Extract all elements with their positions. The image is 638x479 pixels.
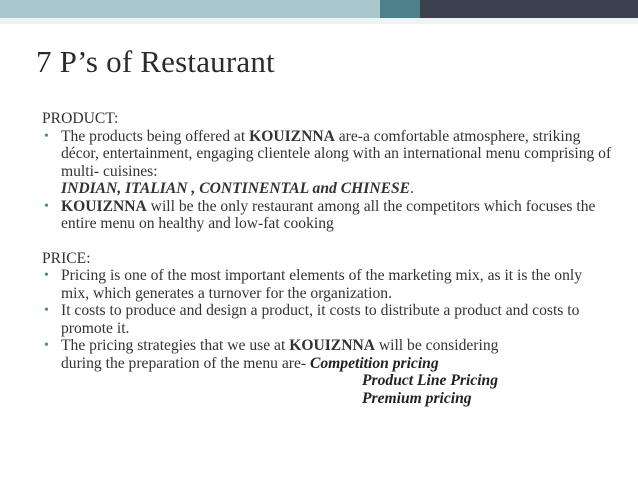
slide-content [42, 110, 612, 407]
brand-name: KOUIZNNA [289, 337, 375, 354]
product-bullet-1-pre: The products being offered at [61, 127, 250, 145]
strategy-product-line-pricing: Product Line Pricing [362, 372, 499, 389]
bullet-dot-icon: • [44, 128, 49, 144]
price-bullet-3-post: will be considering [374, 337, 499, 354]
price-bullet-1 [42, 267, 612, 302]
bullet-dot-icon: • [44, 338, 49, 353]
price-bullet-3-line2: during the preparation of the menu are- [61, 354, 310, 372]
top-bar-teal-segment [380, 0, 420, 18]
price-bullet-3 [42, 337, 612, 372]
price-bullet-3-pre: The pricing strategies that we use at [61, 337, 290, 354]
product-bullet-2-post: will be the only restaurant among all the competitors which focuses the entire menu on healthy and low-fat cooking [61, 197, 596, 232]
price-bullet-2 [42, 302, 612, 337]
top-bar-separator [0, 18, 638, 24]
bullet-dot-icon: • [44, 198, 49, 214]
product-bullet-2 [42, 198, 612, 233]
top-bar-dark-segment [420, 0, 638, 18]
price-bullet-1-text: Pricing is one of the most important elements of the marketing mix, as it is the only mix, which generates a turnover for the organization. [61, 267, 583, 302]
cuisines-line [42, 180, 612, 198]
brand-name: KOUIZNNA [249, 127, 335, 145]
strategy-premium-pricing: Premium pricing [362, 389, 472, 407]
cuisines-text: INDIAN, ITALIAN , CONTINENTAL and CHINESE [61, 180, 411, 197]
bullet-dot-icon: • [44, 303, 49, 318]
product-bullet-1 [42, 128, 612, 181]
cuisines-period: . [410, 180, 414, 197]
slide-title: 7 P’s of Restaurant [36, 44, 275, 79]
strategy-competition-pricing: Competition pricing [309, 354, 439, 372]
top-bar-light-segment [0, 0, 380, 18]
bullet-dot-icon: • [44, 268, 49, 283]
product-bullet-1-post: are-a comfortable atmosphere, striking décor, entertainment, engaging clientele along with an international menu comprising of multi- cuisines: [61, 127, 612, 180]
product-heading: PRODUCT: [42, 110, 119, 127]
price-heading: PRICE: [42, 249, 91, 267]
price-bullet-2-text: It costs to produce and design a product, it costs to distribute a product and costs to promote it. [61, 302, 580, 337]
brand-name: KOUIZNNA [61, 197, 147, 215]
top-decorative-bar [0, 0, 638, 18]
